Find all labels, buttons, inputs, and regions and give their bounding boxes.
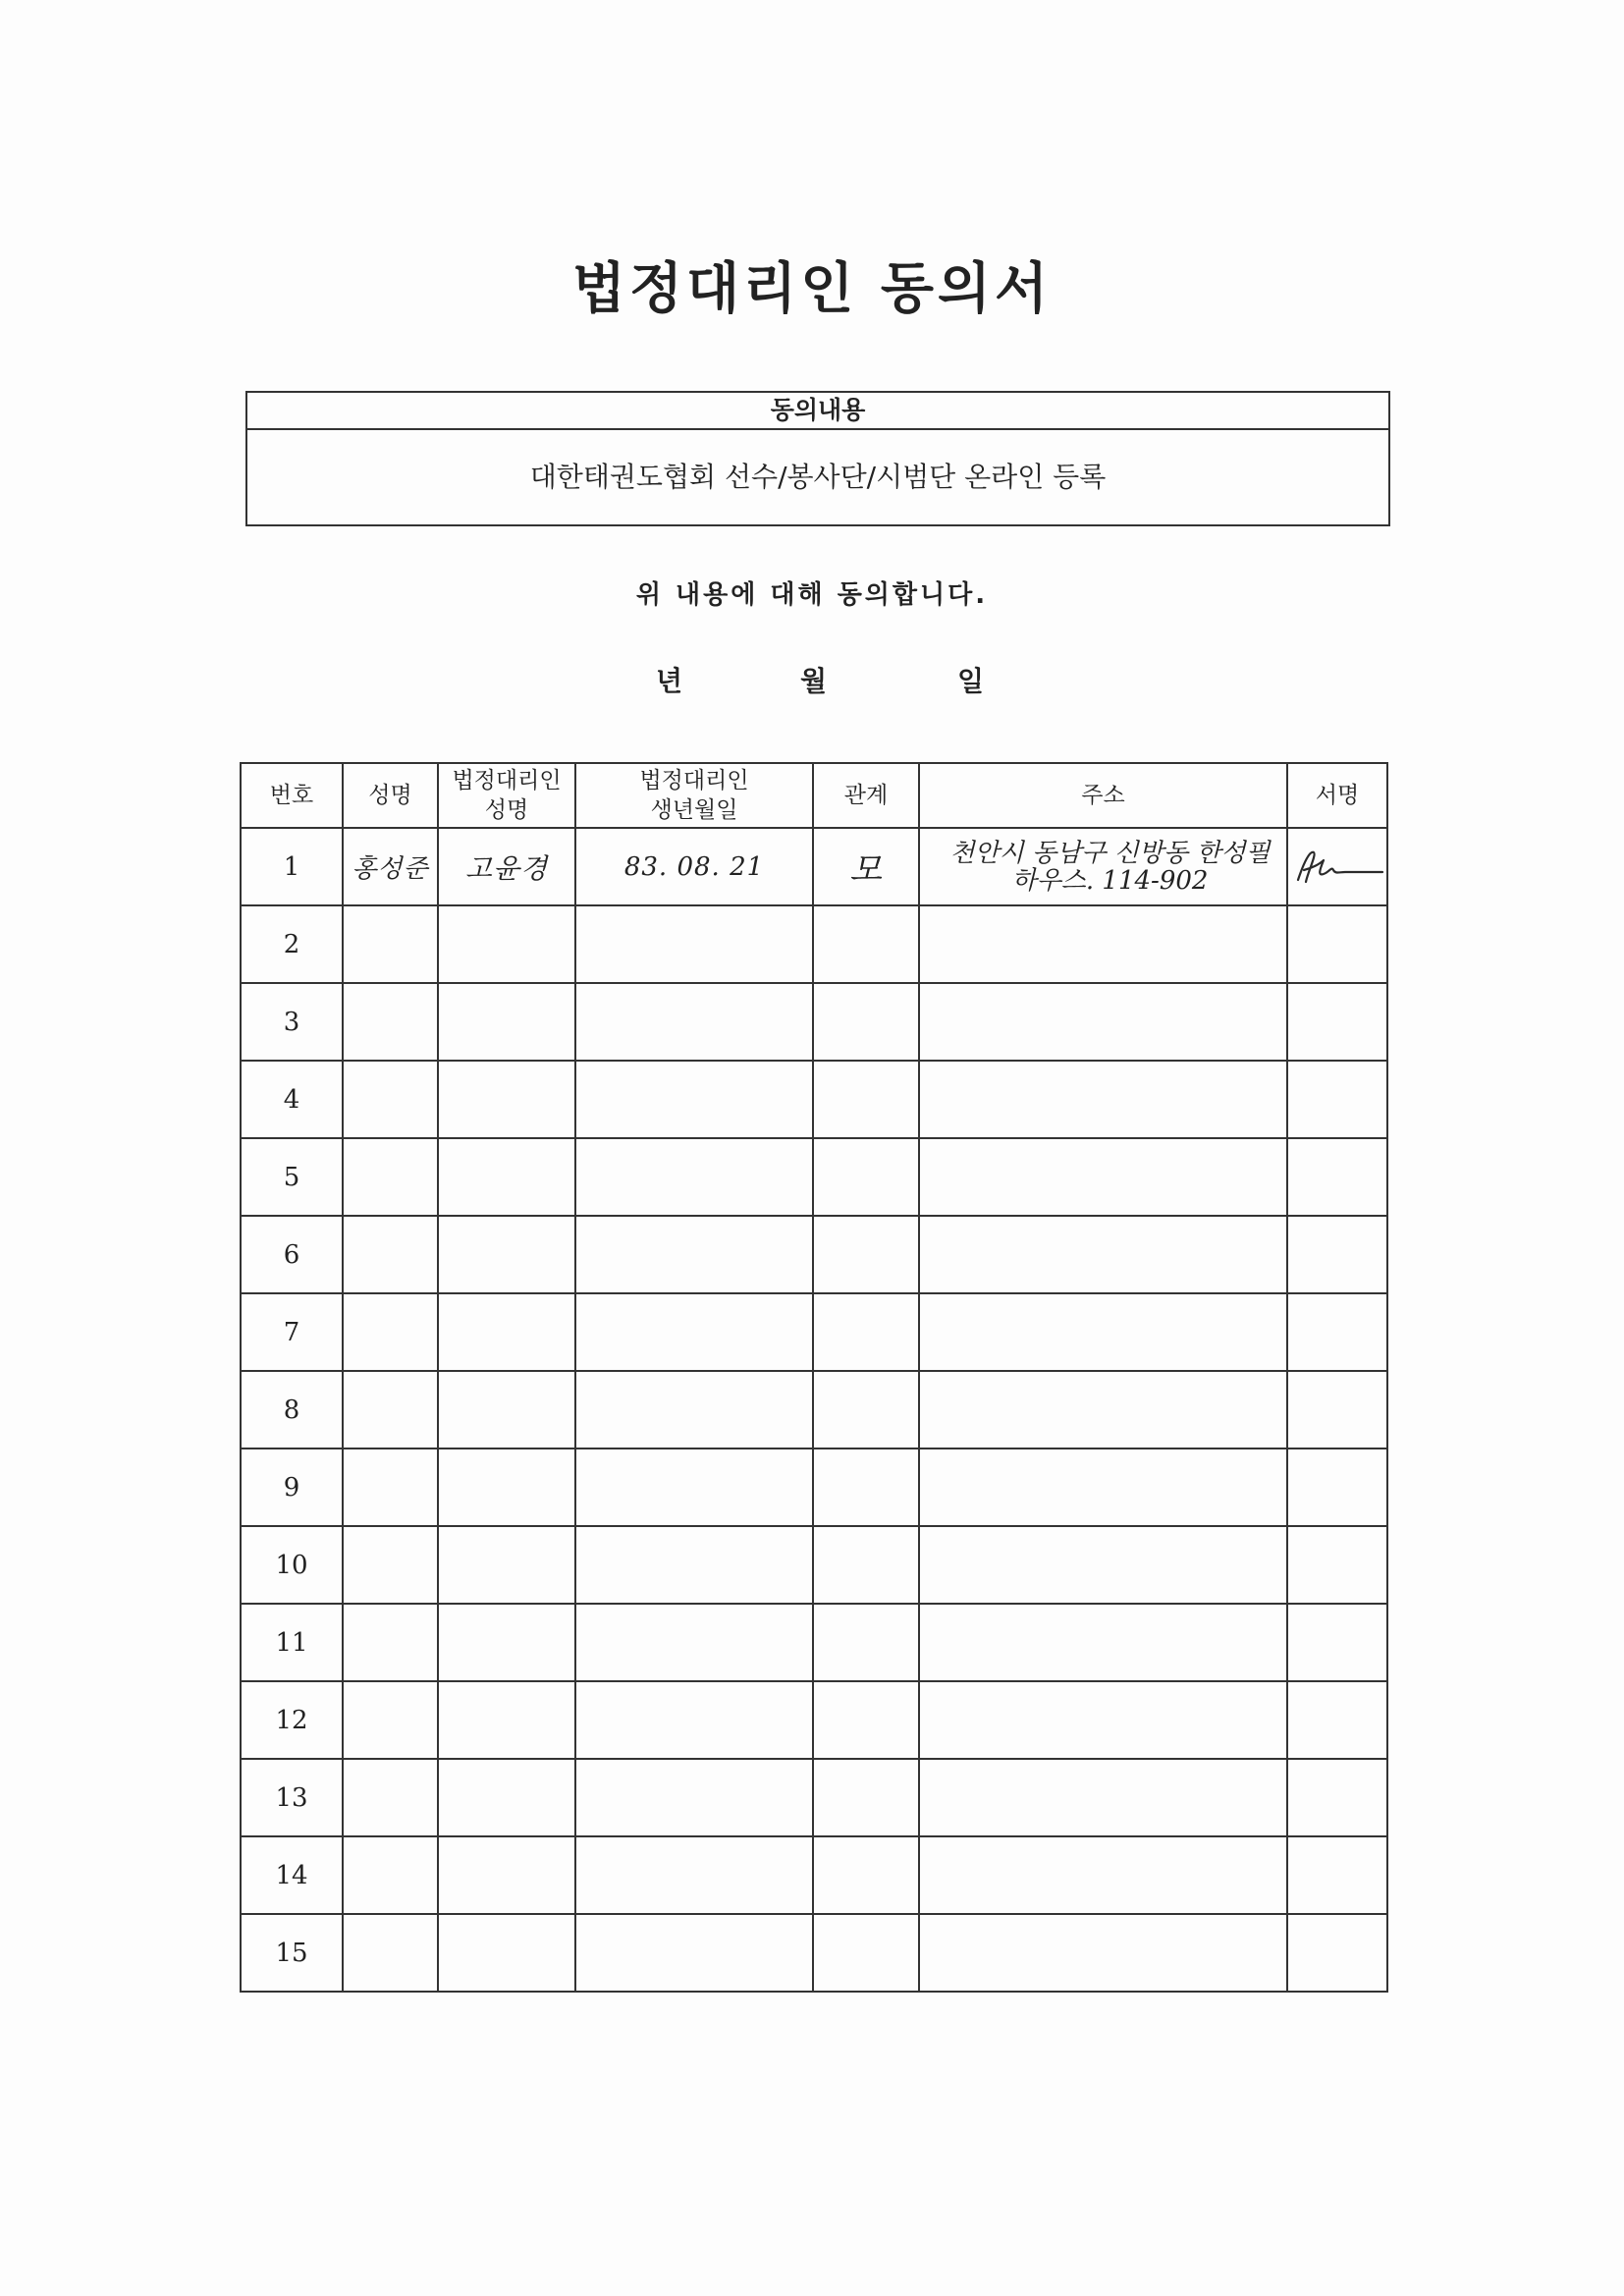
empty-cell bbox=[438, 1138, 575, 1216]
empty-cell bbox=[1287, 1836, 1387, 1914]
empty-cell bbox=[575, 1681, 813, 1759]
applicant-name: 홍성준 bbox=[343, 828, 438, 905]
date-month-label: 월 bbox=[800, 665, 828, 697]
table-header-row bbox=[241, 763, 1387, 828]
header-no: 번호 bbox=[241, 763, 343, 828]
table-row bbox=[241, 1371, 1387, 1449]
empty-cell bbox=[438, 1371, 575, 1449]
empty-cell bbox=[1287, 1138, 1387, 1216]
row-number: 5 bbox=[241, 1138, 343, 1216]
table-row bbox=[241, 905, 1387, 983]
row-number: 2 bbox=[241, 905, 343, 983]
empty-cell bbox=[575, 1449, 813, 1526]
empty-cell bbox=[575, 1371, 813, 1449]
empty-cell bbox=[438, 1681, 575, 1759]
consent-box bbox=[245, 391, 1390, 526]
signature-cell bbox=[1287, 828, 1387, 905]
empty-cell bbox=[919, 1061, 1287, 1138]
header-guardian-name-line2: 성명 bbox=[484, 797, 529, 823]
empty-cell bbox=[1287, 1371, 1387, 1449]
empty-cell bbox=[813, 1604, 919, 1681]
empty-cell bbox=[813, 1061, 919, 1138]
empty-cell bbox=[813, 1681, 919, 1759]
row-number: 11 bbox=[241, 1604, 343, 1681]
header-relation: 관계 bbox=[813, 763, 919, 828]
header-guardian-birth-line2: 생년월일 bbox=[650, 797, 738, 823]
empty-cell bbox=[438, 905, 575, 983]
row-number: 1 bbox=[241, 828, 343, 905]
empty-cell bbox=[575, 1526, 813, 1604]
header-guardian-birth-line1: 법정대리인 bbox=[639, 768, 749, 793]
consent-header: 동의내용 bbox=[247, 393, 1388, 430]
row-number: 6 bbox=[241, 1216, 343, 1293]
empty-cell bbox=[575, 1759, 813, 1836]
empty-cell bbox=[919, 1759, 1287, 1836]
empty-cell bbox=[438, 983, 575, 1061]
empty-cell bbox=[575, 1604, 813, 1681]
document-title: 법정대리인 동의서 bbox=[571, 256, 1053, 321]
guardian-relation: 모 bbox=[813, 828, 919, 905]
consent-text: 대한태권도협회 선수/봉사단/시범단 온라인 등록 bbox=[529, 461, 1107, 493]
empty-cell bbox=[575, 1836, 813, 1914]
empty-cell bbox=[919, 1914, 1287, 1992]
row-number: 8 bbox=[241, 1371, 343, 1449]
empty-cell bbox=[438, 1449, 575, 1526]
empty-cell bbox=[343, 1681, 438, 1759]
row-number: 4 bbox=[241, 1061, 343, 1138]
empty-cell bbox=[919, 1371, 1287, 1449]
empty-cell bbox=[438, 1759, 575, 1836]
empty-cell bbox=[919, 1293, 1287, 1371]
empty-cell bbox=[343, 1914, 438, 1992]
empty-cell bbox=[575, 983, 813, 1061]
empty-cell bbox=[343, 1526, 438, 1604]
empty-cell bbox=[813, 1216, 919, 1293]
guardian-name: 고윤경 bbox=[438, 828, 575, 905]
empty-cell bbox=[575, 905, 813, 983]
row-number: 3 bbox=[241, 983, 343, 1061]
table-row bbox=[241, 1681, 1387, 1759]
empty-cell bbox=[813, 1293, 919, 1371]
empty-cell bbox=[1287, 983, 1387, 1061]
empty-cell bbox=[813, 1449, 919, 1526]
empty-cell bbox=[919, 1681, 1287, 1759]
table-row bbox=[241, 1759, 1387, 1836]
row-number: 12 bbox=[241, 1681, 343, 1759]
table-row bbox=[241, 1216, 1387, 1293]
empty-cell bbox=[575, 1914, 813, 1992]
empty-cell bbox=[575, 1216, 813, 1293]
empty-cell bbox=[343, 1836, 438, 1914]
empty-cell bbox=[1287, 905, 1387, 983]
empty-cell bbox=[919, 905, 1287, 983]
empty-cell bbox=[919, 983, 1287, 1061]
empty-cell bbox=[1287, 1681, 1387, 1759]
empty-cell bbox=[343, 1061, 438, 1138]
header-signature: 서명 bbox=[1287, 763, 1387, 828]
empty-cell bbox=[813, 1914, 919, 1992]
table-row bbox=[241, 1061, 1387, 1138]
empty-cell bbox=[438, 1604, 575, 1681]
table-row bbox=[241, 1138, 1387, 1216]
empty-cell bbox=[1287, 1759, 1387, 1836]
empty-cell bbox=[438, 1293, 575, 1371]
empty-cell bbox=[1287, 1061, 1387, 1138]
empty-cell bbox=[919, 1836, 1287, 1914]
guardian-address bbox=[919, 828, 1287, 905]
empty-cell bbox=[343, 1293, 438, 1371]
empty-cell bbox=[813, 905, 919, 983]
header-guardian-birth bbox=[575, 763, 813, 828]
row-number: 14 bbox=[241, 1836, 343, 1914]
empty-cell bbox=[813, 983, 919, 1061]
empty-cell bbox=[919, 1604, 1287, 1681]
header-name: 성명 bbox=[343, 763, 438, 828]
row-number: 9 bbox=[241, 1449, 343, 1526]
empty-cell bbox=[813, 1759, 919, 1836]
date-year-label: 년 bbox=[656, 665, 683, 697]
empty-cell bbox=[813, 1526, 919, 1604]
table-row bbox=[241, 1836, 1387, 1914]
empty-cell bbox=[1287, 1526, 1387, 1604]
table-row bbox=[241, 1293, 1387, 1371]
empty-cell bbox=[919, 1526, 1287, 1604]
empty-cell bbox=[438, 1914, 575, 1992]
address-line2: 하우스. 114-902 bbox=[1011, 865, 1209, 896]
header-guardian-name bbox=[438, 763, 575, 828]
guardian-birthdate: 83. 08. 21 bbox=[575, 828, 813, 905]
empty-cell bbox=[343, 1449, 438, 1526]
table-row bbox=[241, 1604, 1387, 1681]
empty-cell bbox=[438, 1061, 575, 1138]
empty-cell bbox=[343, 905, 438, 983]
empty-cell bbox=[343, 1759, 438, 1836]
empty-cell bbox=[343, 1138, 438, 1216]
row-number: 13 bbox=[241, 1759, 343, 1836]
empty-cell bbox=[575, 1293, 813, 1371]
empty-cell bbox=[575, 1138, 813, 1216]
handwritten-signature-icon bbox=[1290, 843, 1384, 892]
header-guardian-name-line1: 법정대리인 bbox=[452, 768, 562, 793]
empty-cell bbox=[343, 983, 438, 1061]
empty-cell bbox=[343, 1604, 438, 1681]
empty-cell bbox=[343, 1216, 438, 1293]
empty-cell bbox=[438, 1836, 575, 1914]
empty-cell bbox=[1287, 1914, 1387, 1992]
empty-cell bbox=[813, 1836, 919, 1914]
row-number: 10 bbox=[241, 1526, 343, 1604]
table-row bbox=[241, 983, 1387, 1061]
date-day-label: 일 bbox=[957, 665, 985, 697]
empty-cell bbox=[813, 1138, 919, 1216]
empty-cell bbox=[1287, 1604, 1387, 1681]
address-line1: 천안시 동남구 신방동 한성필 bbox=[949, 838, 1271, 868]
empty-cell bbox=[438, 1526, 575, 1604]
table-row bbox=[241, 1526, 1387, 1604]
table-row bbox=[241, 828, 1387, 905]
empty-cell bbox=[438, 1216, 575, 1293]
row-number: 7 bbox=[241, 1293, 343, 1371]
table-row bbox=[241, 1449, 1387, 1526]
header-address: 주소 bbox=[919, 763, 1287, 828]
empty-cell bbox=[919, 1449, 1287, 1526]
empty-cell bbox=[343, 1371, 438, 1449]
empty-cell bbox=[1287, 1216, 1387, 1293]
empty-cell bbox=[575, 1061, 813, 1138]
empty-cell bbox=[919, 1216, 1287, 1293]
registration-table bbox=[240, 762, 1388, 1993]
table-row bbox=[241, 1914, 1387, 1992]
empty-cell bbox=[813, 1371, 919, 1449]
empty-cell bbox=[919, 1138, 1287, 1216]
empty-cell bbox=[1287, 1293, 1387, 1371]
row-number: 15 bbox=[241, 1914, 343, 1992]
agreement-statement: 위 내용에 대해 동의합니다. bbox=[635, 580, 989, 610]
empty-cell bbox=[1287, 1449, 1387, 1526]
